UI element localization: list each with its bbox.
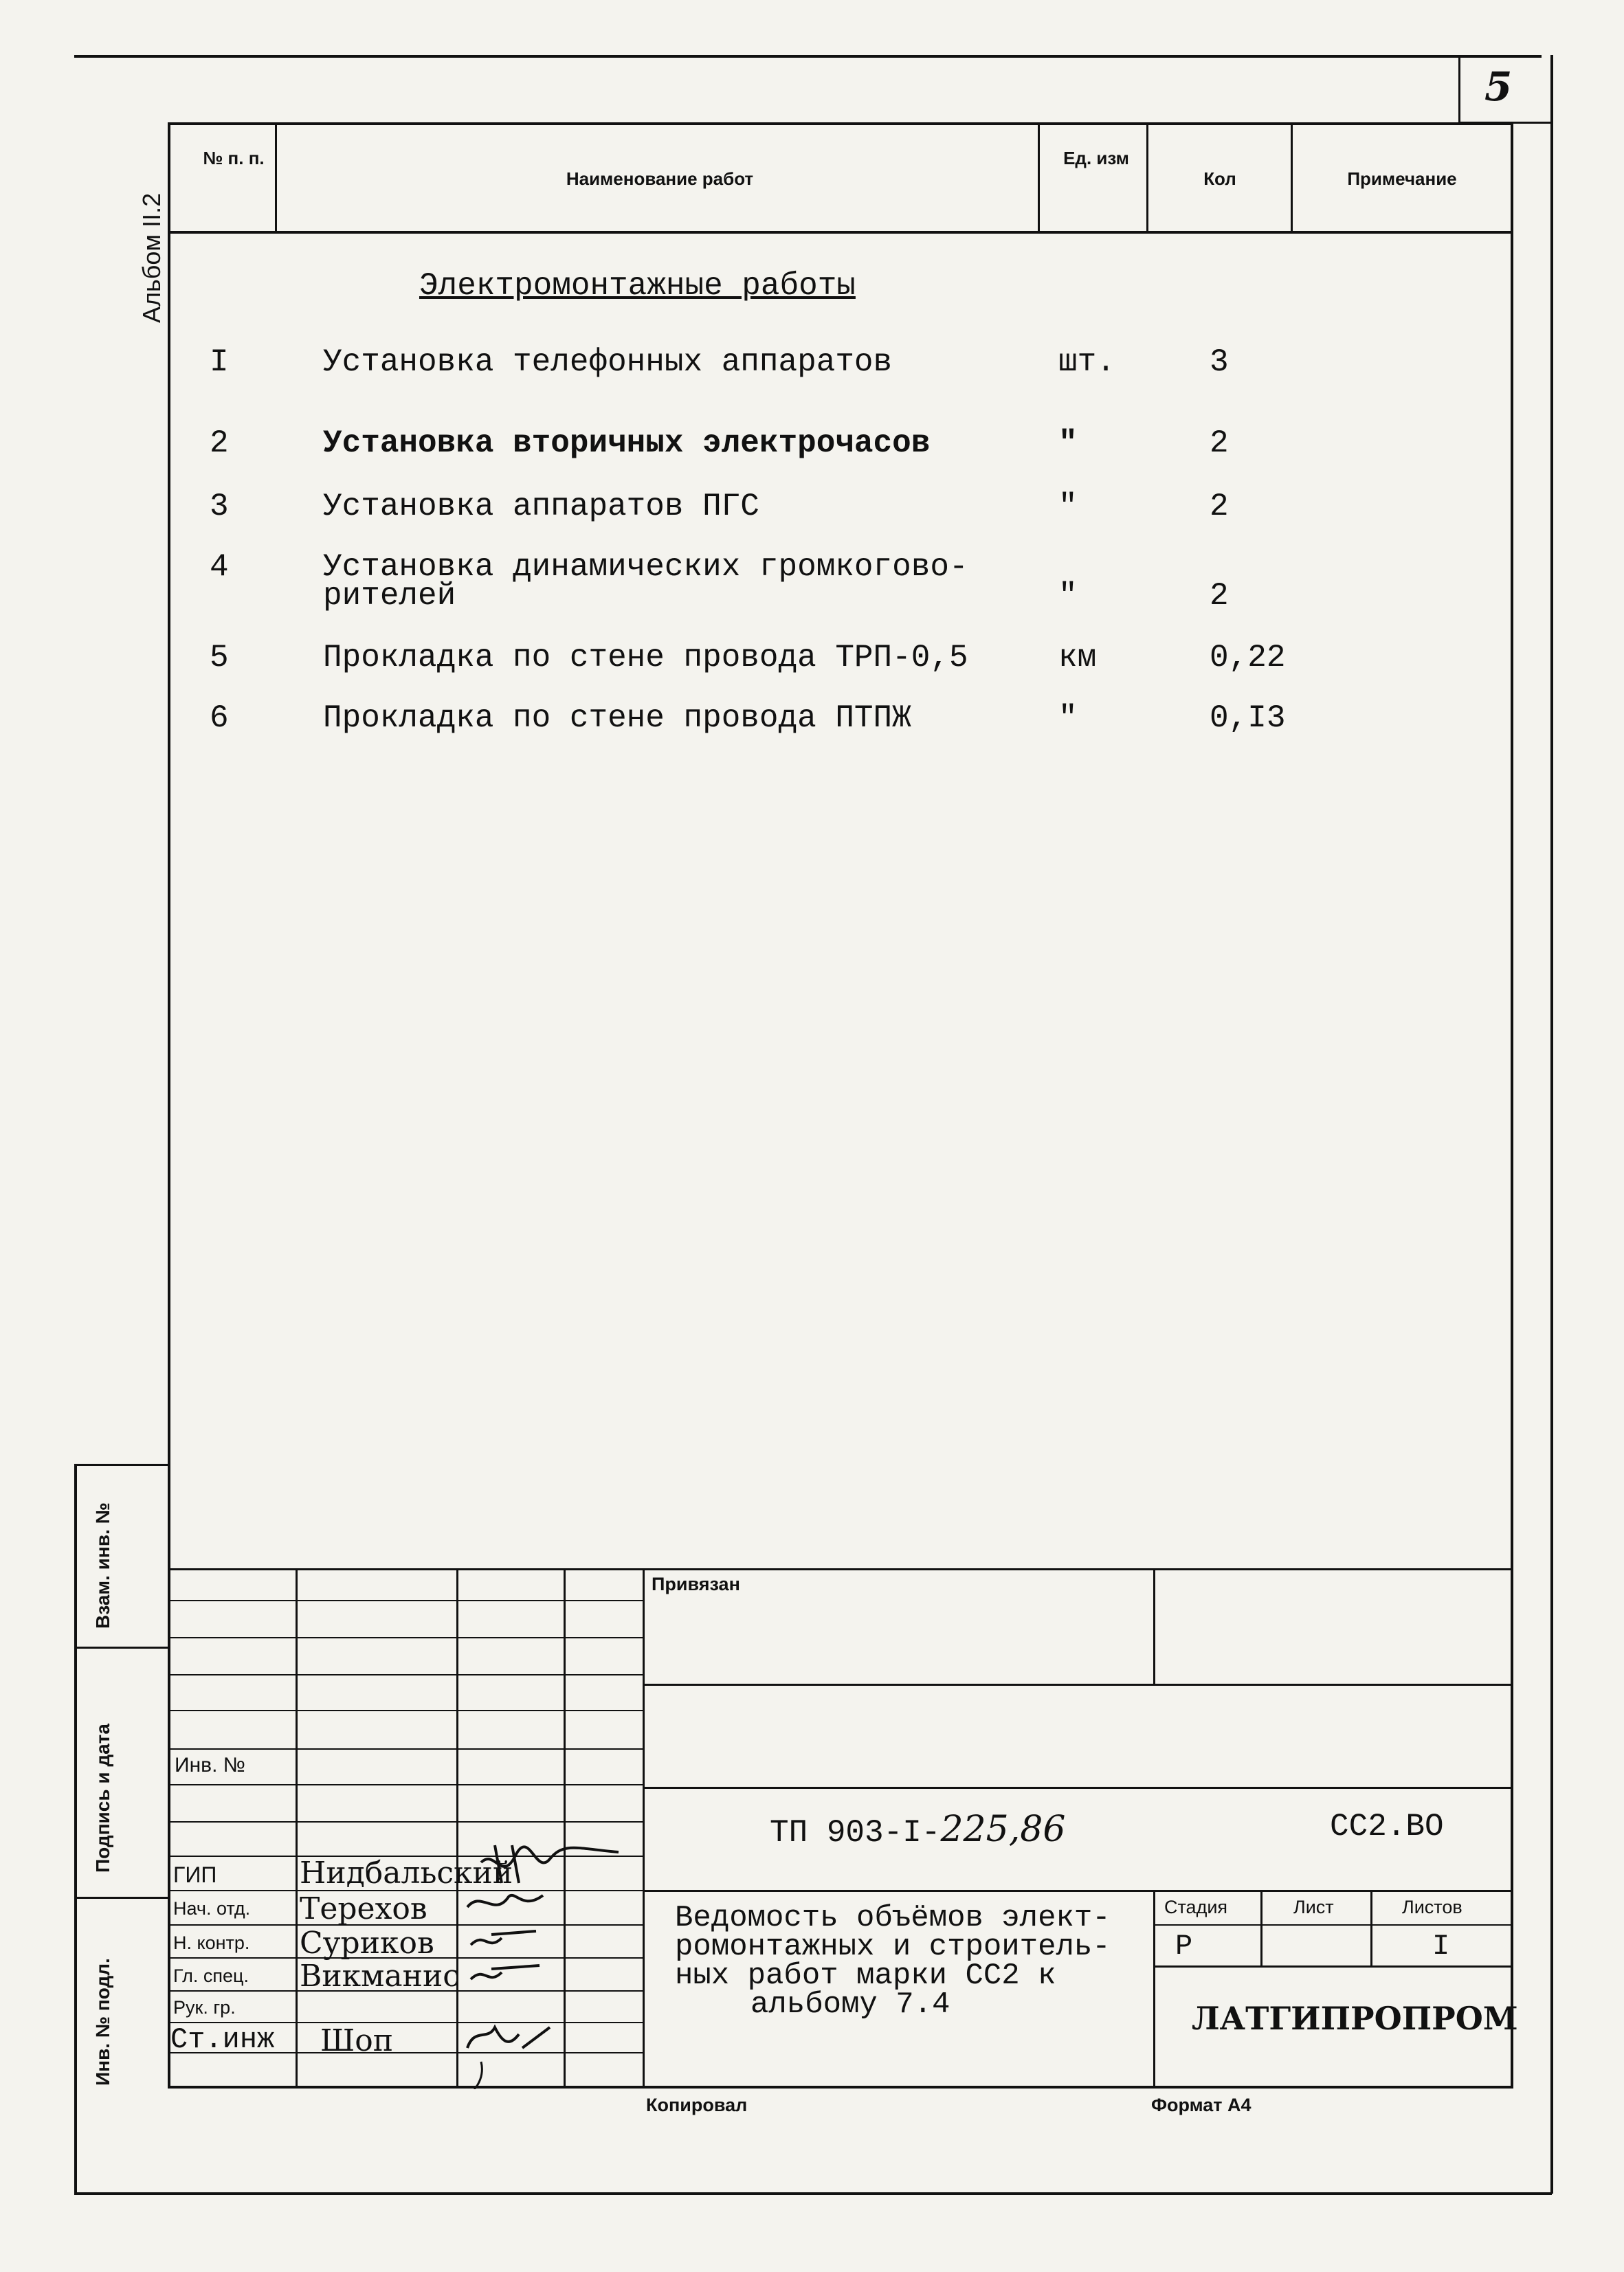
row-unit: " [1058, 700, 1078, 736]
stage-value: Р [1175, 1930, 1193, 1963]
row-unit: " [1058, 489, 1078, 524]
role-gip: ГИП [173, 1862, 217, 1887]
side-label-podpis: Подпись и дата [92, 1724, 113, 1873]
row-qty: 2 [1210, 489, 1229, 524]
row-name: Прокладка по стене провода ПТПЖ [323, 700, 911, 736]
frame-left [168, 122, 170, 2088]
side-label-vzam: Взам. инв. № [92, 1502, 113, 1629]
table-row [0, 345, 1505, 386]
album-label: Альбом II.2 [137, 192, 166, 323]
row-name-continued: рителей [323, 578, 456, 614]
name-nach-otd: Терехов [300, 1891, 427, 1926]
description-line: Ведомость объёмов элект- [675, 1901, 1111, 1935]
table-row [0, 426, 1505, 467]
inv-no-label: Инв. № [175, 1754, 245, 1777]
privyazan-label: Привязан [652, 1574, 740, 1594]
signatures [454, 1842, 701, 2089]
right-border [1550, 55, 1553, 2194]
row-qty: 0,22 [1210, 640, 1286, 676]
row-name: Установка вторичных электрочасов [323, 425, 931, 461]
copied-label: Копировал [646, 2095, 748, 2115]
name-st-inzh: Шоп [320, 2023, 394, 2058]
role-n-kontr: Н. контр. [173, 1933, 250, 1953]
section-title: Электромонтажные работы [419, 268, 856, 304]
table-row [0, 489, 1505, 531]
header-qty: Кол [1203, 168, 1236, 189]
top-border [74, 55, 1542, 58]
row-unit: " [1058, 578, 1078, 614]
organization-name: ЛАТГИПРОПРОМ [1192, 2000, 1518, 2037]
row-name: Установка динамических громкогово- [323, 549, 968, 585]
row-unit: км [1058, 640, 1097, 676]
sheets-label: Листов [1402, 1897, 1462, 1917]
row-qty: 0,I3 [1210, 700, 1286, 736]
row-no: 3 [210, 489, 229, 524]
table-row [0, 641, 1505, 682]
role-nach-otd: Нач. отд. [173, 1898, 251, 1919]
stage-label: Стадия [1164, 1897, 1228, 1917]
row-no: 5 [210, 640, 229, 676]
header-no: № п. п. [203, 148, 265, 168]
sheets-value: I [1432, 1930, 1450, 1963]
frame-right [1511, 122, 1513, 2088]
page-number: 5 [1484, 63, 1513, 110]
name-gl-spets: Викманис [300, 1959, 460, 1994]
row-no: 2 [210, 425, 229, 461]
name-n-kontr: Суриков [300, 1926, 434, 1961]
description-line: ромонтажных и строитель- [675, 1930, 1111, 1964]
bottom-border [74, 2192, 1552, 2195]
row-name: Установка телефонных аппаратов [323, 344, 893, 380]
header-note: Примечание [1347, 168, 1457, 189]
row-unit: " [1058, 425, 1078, 461]
row-unit: шт. [1058, 344, 1115, 380]
role-ruk-gr: Рук. гр. [173, 1997, 236, 2018]
description-line: альбому 7.4 [750, 1987, 950, 2022]
side-label-inv-podl: Инв. № подл. [92, 1958, 113, 2086]
name-gip: Нидбальский [300, 1856, 513, 1891]
row-qty: 2 [1210, 425, 1229, 461]
sheet-description [675, 1901, 1111, 2022]
header-unit: Ед. изм [1063, 148, 1129, 168]
role-st-inzh: Ст.инж [170, 2023, 275, 2056]
doc-mark: СС2.ВО [1330, 1809, 1444, 1845]
row-name: Прокладка по стене провода ТРП-0,5 [323, 640, 968, 676]
header-bottom [168, 231, 1513, 234]
row-name: Установка аппаратов ПГС [323, 489, 759, 524]
row-qty: 2 [1210, 578, 1229, 614]
table-row [0, 550, 1505, 625]
table-row [0, 701, 1505, 742]
format-label: Формат А4 [1151, 2095, 1252, 2115]
row-no: 4 [210, 549, 229, 585]
row-no: I [210, 344, 229, 380]
row-no: 6 [210, 700, 229, 736]
sheet-label: Лист [1293, 1897, 1334, 1917]
row-qty: 3 [1210, 344, 1229, 380]
doc-code: ТП 903-I-225,86 [770, 1809, 1066, 1851]
role-gl-spets: Гл. спец. [173, 1965, 249, 1986]
description-line: ных работ марки СС2 к [675, 1959, 1056, 1993]
header-name: Наименование работ [566, 168, 754, 189]
frame-top [168, 122, 1513, 125]
